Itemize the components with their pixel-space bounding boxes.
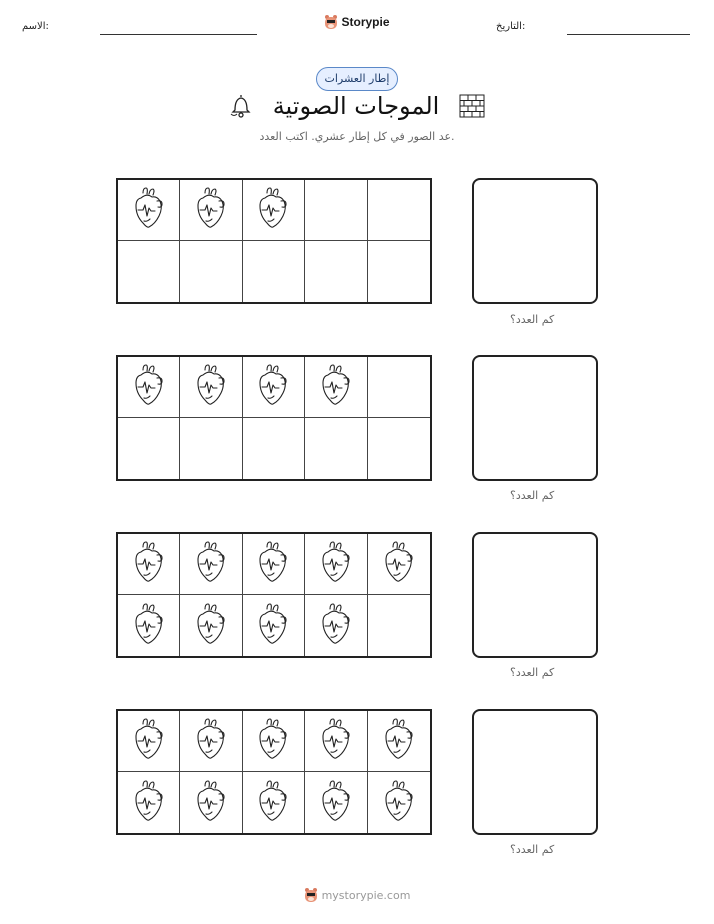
anatomical-heart-icon [383, 779, 415, 827]
anatomical-heart-icon [195, 363, 227, 411]
ten-frame-3 [116, 532, 432, 658]
frame-cell [118, 711, 180, 772]
storypie-mascot-icon [324, 14, 338, 30]
page-title: الموجات الصوتية [272, 92, 440, 120]
frame-cell [305, 180, 367, 241]
name-line [100, 34, 257, 35]
frame-cell [180, 711, 242, 772]
anatomical-heart-icon [383, 717, 415, 765]
frame-cell [180, 418, 242, 479]
brick-wall-icon [458, 93, 486, 119]
frame-cell [305, 595, 367, 656]
frame-cell [368, 595, 430, 656]
frame-cell [118, 357, 180, 418]
date-label: التاريخ: [496, 21, 526, 32]
answer-box-3[interactable] [472, 532, 598, 658]
frame-cell [305, 772, 367, 833]
frame-cell [243, 180, 305, 241]
frame-cell [118, 418, 180, 479]
ten-frame-1 [116, 178, 432, 304]
anatomical-heart-icon [320, 602, 352, 650]
ten-frame-2 [116, 355, 432, 481]
frame-cell [305, 534, 367, 595]
anatomical-heart-icon [195, 540, 227, 588]
title-row [0, 92, 714, 120]
anatomical-heart-icon [257, 717, 289, 765]
frame-cell [243, 418, 305, 479]
frame-cell [243, 772, 305, 833]
instructions: عد الصور في كل إطار عشري. اكتب العدد. [259, 130, 455, 143]
anatomical-heart-icon [320, 363, 352, 411]
frame-cell [368, 772, 430, 833]
footer-url: mystorypie.com [321, 888, 411, 902]
frame-cell [118, 595, 180, 656]
anatomical-heart-icon [383, 540, 415, 588]
frame-cell [368, 241, 430, 302]
frame-cell [180, 241, 242, 302]
frame-cell [368, 357, 430, 418]
anatomical-heart-icon [195, 779, 227, 827]
frame-cell [118, 241, 180, 302]
question-label-2: كم العدد؟ [510, 489, 555, 502]
frame-cell [243, 357, 305, 418]
anatomical-heart-icon [133, 540, 165, 588]
storypie-mascot-icon [304, 887, 318, 903]
brand-logo [0, 14, 714, 34]
frame-cell [118, 534, 180, 595]
anatomical-heart-icon [133, 779, 165, 827]
frame-cell [118, 772, 180, 833]
frame-cell [305, 241, 367, 302]
frame-cell [243, 534, 305, 595]
frame-cell [180, 534, 242, 595]
frame-cell [368, 418, 430, 479]
frame-cell [305, 418, 367, 479]
question-label-3: كم العدد؟ [510, 666, 555, 679]
frame-cell [305, 711, 367, 772]
anatomical-heart-icon [257, 540, 289, 588]
question-label-4: كم العدد؟ [510, 843, 555, 856]
frame-cell [368, 711, 430, 772]
bell-icon [228, 92, 254, 120]
topic-badge: إطار العشرات [316, 67, 398, 91]
frame-cell [243, 241, 305, 302]
anatomical-heart-icon [195, 717, 227, 765]
anatomical-heart-icon [133, 602, 165, 650]
frame-cell [243, 595, 305, 656]
anatomical-heart-icon [195, 186, 227, 234]
name-label: الاسم: [22, 21, 49, 32]
frame-cell [368, 534, 430, 595]
ten-frame-4 [116, 709, 432, 835]
anatomical-heart-icon [320, 717, 352, 765]
anatomical-heart-icon [195, 602, 227, 650]
answer-box-4[interactable] [472, 709, 598, 835]
anatomical-heart-icon [257, 602, 289, 650]
frame-cell [305, 357, 367, 418]
frame-cell [243, 711, 305, 772]
anatomical-heart-icon [320, 779, 352, 827]
answer-box-1[interactable] [472, 178, 598, 304]
anatomical-heart-icon [257, 779, 289, 827]
date-line [567, 34, 690, 35]
frame-cell [180, 357, 242, 418]
anatomical-heart-icon [133, 363, 165, 411]
brand-name: Storypie [341, 15, 390, 29]
frame-cell [368, 180, 430, 241]
frame-cell [180, 595, 242, 656]
frame-cell [180, 180, 242, 241]
footer [0, 887, 714, 907]
anatomical-heart-icon [133, 186, 165, 234]
anatomical-heart-icon [257, 186, 289, 234]
frame-cell [118, 180, 180, 241]
anatomical-heart-icon [257, 363, 289, 411]
answer-box-2[interactable] [472, 355, 598, 481]
anatomical-heart-icon [133, 717, 165, 765]
question-label-1: كم العدد؟ [510, 313, 555, 326]
frame-cell [180, 772, 242, 833]
anatomical-heart-icon [320, 540, 352, 588]
